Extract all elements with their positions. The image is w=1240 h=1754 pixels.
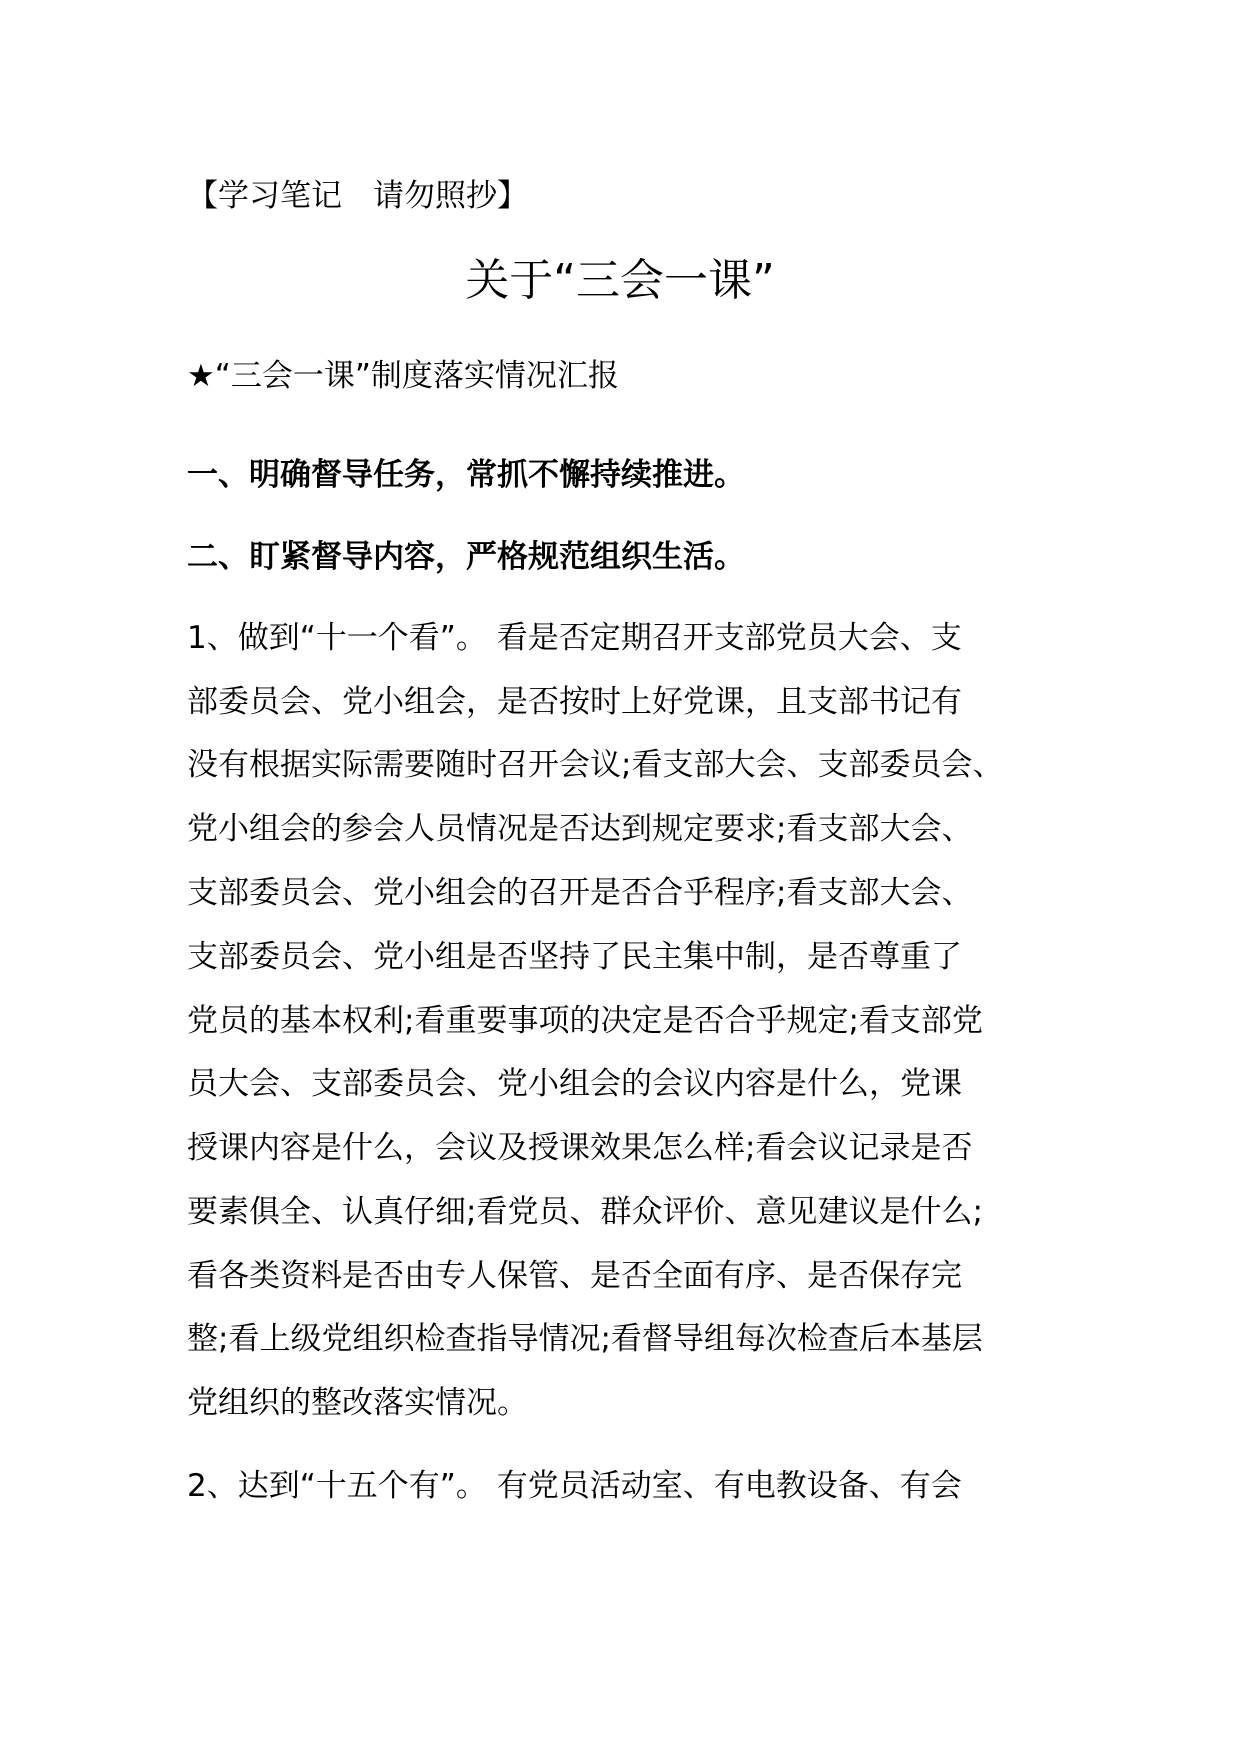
paragraph-line: 整;看上级党组织检查指导情况;看督导组每次检查后本基层 xyxy=(187,1321,983,1357)
heading-two: 二、盯紧督导内容，严格规范组织生活。 xyxy=(187,539,745,575)
paragraph-line: 支部委员会、党小组会的召开是否合乎程序;看支部大会、 xyxy=(187,875,973,911)
paragraph-line: 党员的基本权利;看重要事项的决定是否合乎规定;看支部党 xyxy=(187,1003,983,1039)
paragraph-line: 看各类资料是否由专人保管、是否全面有序、是否保存完 xyxy=(187,1258,962,1294)
paragraph-line: 员大会、支部委员会、党小组会的会议内容是什么，党课 xyxy=(187,1066,962,1102)
section-subtitle: ★“三会一课”制度落实情况汇报 xyxy=(187,358,619,394)
document-title: 关于“三会一课” xyxy=(465,255,775,306)
paragraph-line: 党小组会的参会人员情况是否达到规定要求;看支部大会、 xyxy=(187,811,973,847)
heading-one: 一、明确督导任务，常抓不懈持续推进。 xyxy=(187,457,745,493)
paragraph-line: 授课内容是什么，会议及授课效果怎么样;看会议记录是否 xyxy=(187,1130,973,1166)
paragraph-line: 2、达到“十五个有”。 有党员活动室、有电教设备、有会 xyxy=(187,1468,962,1504)
paragraph-line: 1、做到“十一个看”。 看是否定期召开支部党员大会、支 xyxy=(187,620,962,656)
paragraph-line: 部委员会、党小组会，是否按时上好党课，且支部书记有 xyxy=(187,684,962,720)
paragraph-line: 没有根据实际需要随时召开会议;看支部大会、支部委员会、 xyxy=(187,747,1004,783)
paragraph-line: 要素俱全、认真仔细;看党员、群众评价、意见建议是什么; xyxy=(187,1194,983,1230)
study-notes-tag: 【学习笔记 请勿照抄】 xyxy=(187,178,528,214)
paragraph-line: 支部委员会、党小组是否坚持了民主集中制，是否尊重了 xyxy=(187,939,962,975)
paragraph-line: 党组织的整改落实情况。 xyxy=(187,1385,528,1421)
